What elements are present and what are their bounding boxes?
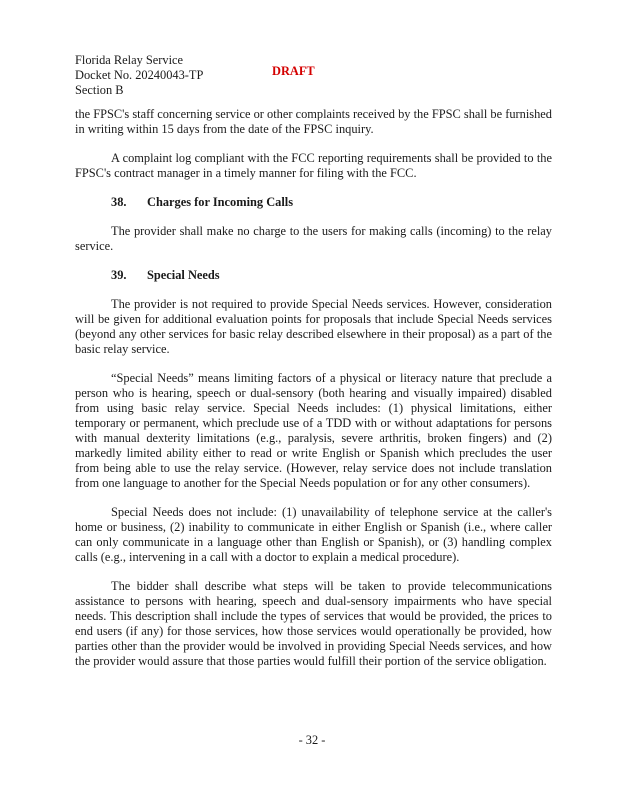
paragraph-special-needs-definition: “Special Needs” means limiting factors of a physical or literacy nature that preclude a person who is hearing, speech or dual-sensory (both hearing and visually impaired) disabled from using basic relay service. Special Needs includes: (1) physical limitations, either temporary or permanent, which preclude use of a TDD with or without adaptations for persons with manual dexterity limitations (e.g., paralysis, severe arthritis, broken fingers) and (2) markedly limited ability either to read or write English or Spanish which precludes the user from being able to use the relay service. (However, relay service does not include translation from one language to another for the Special Needs population or for any other consumers). bbox=[75, 371, 552, 490]
paragraph-special-needs-exclusions: Special Needs does not include: (1) unavailability of telephone service at the caller's home or business, (2) inability to communicate in either English or Spanish (i.e., where caller can only communicate in a language other than English or Spanish), or (3) handling complex calls (e.g., intervening in a call with a doctor to explain a medical procedure). bbox=[75, 505, 552, 564]
header-docket-number: Docket No. 20240043-TP bbox=[75, 68, 204, 82]
paragraph-incoming-calls: The provider shall make no charge to the users for making calls (incoming) to the relay service. bbox=[75, 224, 552, 253]
section-heading-38 bbox=[111, 195, 552, 210]
document-body bbox=[75, 107, 552, 683]
paragraph-complaint-log: A complaint log compliant with the FCC reporting requirements shall be provided to the FPSC's contract manager in a timely manner for filing with the FCC. bbox=[75, 151, 552, 180]
page-header bbox=[75, 53, 203, 98]
section-number: 39. bbox=[111, 268, 127, 282]
section-title: Charges for Incoming Calls bbox=[147, 195, 294, 209]
page-number: - 32 - bbox=[298, 733, 326, 747]
paragraph-bidder-description: The bidder shall describe what steps will be taken to provide telecommunications assistance to persons with hearing, speech and dual-sensory impairments who have special needs. This description shall include the types of services that would be provided, the prices to end users (if any) for those services, how those services would operationally be provided, how parties other than the provider would be involved in providing Special Needs services, and how the provider would assure that those parties would fulfill their portion of the service obligation. bbox=[75, 579, 552, 668]
draft-watermark-label: DRAFT bbox=[272, 64, 315, 78]
paragraph-complaints-continued: the FPSC's staff concerning service or other complaints received by the FPSC shall be furnished in writing within 15 days from the date of the FPSC inquiry. bbox=[75, 107, 552, 136]
header-section: Section B bbox=[75, 83, 124, 97]
section-title: Special Needs bbox=[147, 268, 220, 282]
section-number: 38. bbox=[111, 195, 127, 209]
section-heading-39 bbox=[111, 268, 552, 283]
header-service-name: Florida Relay Service bbox=[75, 53, 184, 67]
paragraph-special-needs-intro: The provider is not required to provide Special Needs services. However, consideration will be given for additional evaluation points for proposals that include Special Needs services (beyond any other services for basic relay described elsewhere in their proposal) as a part of the basic relay service. bbox=[75, 297, 552, 356]
